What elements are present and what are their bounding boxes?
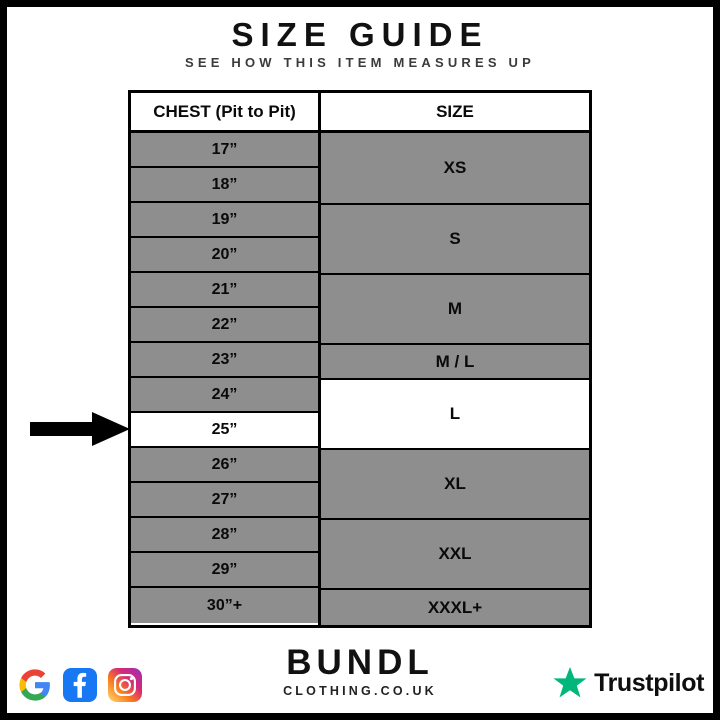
table-row: 17” [131, 133, 318, 168]
table-header-row [131, 93, 589, 133]
table-row: 24” [131, 378, 318, 413]
table-row: 23” [131, 343, 318, 378]
trustpilot-badge[interactable] [553, 666, 704, 700]
column-header-size: SIZE [321, 93, 589, 133]
frame-border-right [713, 0, 720, 720]
trustpilot-label: Trustpilot [594, 668, 704, 697]
table-row: 29” [131, 553, 318, 588]
table-row: 28” [131, 518, 318, 553]
table-body [131, 133, 589, 625]
brand-name: BUNDL [286, 643, 434, 682]
column-header-chest: CHEST (Pit to Pit) [131, 93, 321, 133]
chest-column [131, 133, 321, 625]
page-title: SIZE GUIDE [231, 16, 489, 53]
size-column [321, 133, 589, 625]
size-group-xxxl: XXXL+ [321, 590, 589, 625]
trustpilot-star-icon [553, 666, 587, 700]
size-group-ml: M / L [321, 345, 589, 380]
size-group-xs: XS [321, 133, 589, 205]
table-row: 19” [131, 203, 318, 238]
instagram-icon[interactable] [108, 668, 142, 702]
frame-border-bottom [0, 713, 720, 720]
size-group-l: L [321, 380, 589, 450]
size-group-xxl: XXL [321, 520, 589, 590]
google-icon[interactable] [18, 668, 52, 702]
table-row: 21” [131, 273, 318, 308]
selected-size-arrow [30, 412, 130, 446]
frame-border-left [0, 0, 7, 720]
table-row: 26” [131, 448, 318, 483]
size-group-xl: XL [321, 450, 589, 520]
table-row: 18” [131, 168, 318, 203]
frame-border-top [0, 0, 720, 7]
table-row: 22” [131, 308, 318, 343]
social-icons [18, 668, 142, 702]
size-group-s: S [321, 205, 589, 275]
table-row: 20” [131, 238, 318, 273]
table-row: 27” [131, 483, 318, 518]
table-row: 30”+ [131, 588, 318, 623]
size-group-m: M [321, 275, 589, 345]
page-subtitle: SEE HOW THIS ITEM MEASURES UP [184, 55, 536, 70]
facebook-icon[interactable] [63, 668, 97, 702]
table-row-selected: 25” [131, 413, 318, 448]
size-table [128, 90, 592, 628]
brand-domain: CLOTHING.CO.UK [283, 684, 437, 698]
